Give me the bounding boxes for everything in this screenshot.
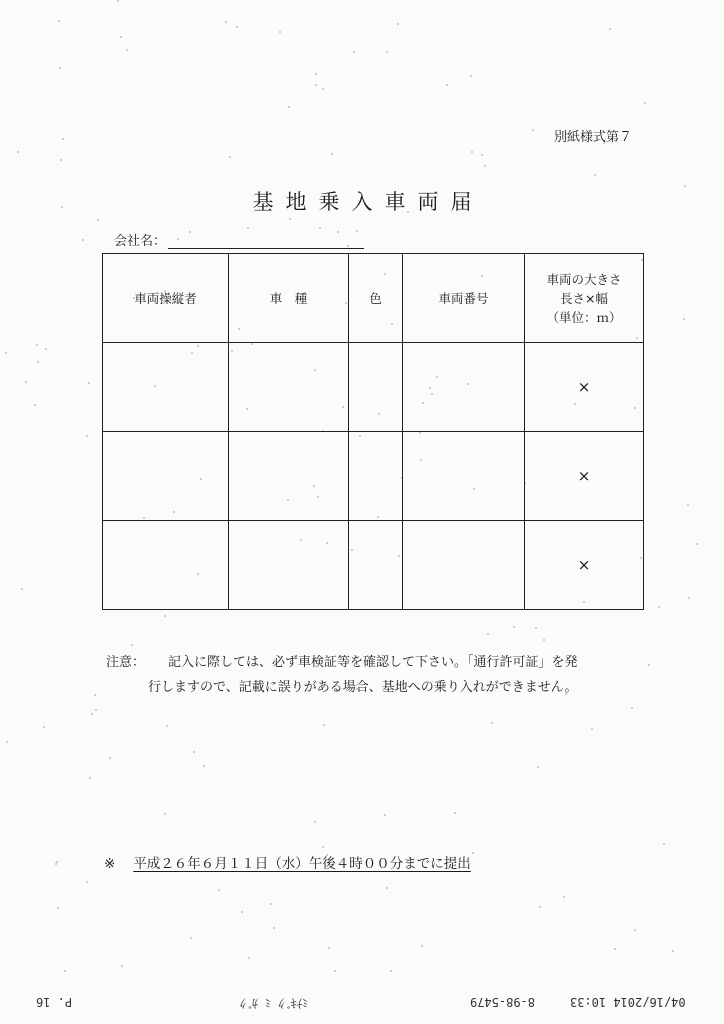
scan-speck [117,0,119,2]
scan-speck [59,67,61,69]
cell-color[interactable] [349,343,403,432]
cell-vehicle-number[interactable] [403,521,525,610]
scan-speck [6,741,8,743]
fax-page: P. 16 [36,995,73,1009]
scan-speck [537,766,539,768]
scan-speck [328,947,330,949]
size-separator: × [577,378,591,396]
scan-speck [421,945,423,947]
scan-speck [94,694,96,696]
scan-speck [62,138,64,140]
submission-deadline [104,852,471,872]
scan-speck [322,846,324,848]
scan-speck [288,106,290,108]
scan-speck [491,722,493,724]
scan-speck [386,887,388,889]
scan-speck [634,929,636,931]
notice [106,650,646,700]
notice-label: 注意： [106,655,146,670]
deadline-text: 平成２６年６月１１日（水）午後４時００分までに提出 [133,856,471,872]
scan-speck [21,588,23,590]
scan-speck [5,352,7,354]
scan-speck [58,20,60,22]
company-label: 会社名： [114,234,167,249]
scan-speck [229,156,231,158]
scan-speck [164,615,166,617]
scan-speck [384,814,386,816]
scan-speck [279,31,281,33]
scan-speck [88,382,90,384]
cell-vehicle-type[interactable] [229,521,349,610]
scan-speck [532,129,534,131]
table-header-row [103,254,644,343]
header-vehicle-number: 車両番号 [403,254,525,343]
fax-header-inverted [0,995,724,1015]
scan-speck [609,28,611,30]
scan-speck [109,757,111,759]
scan-speck [43,726,45,728]
scan-speck [273,927,275,929]
size-header-line-3: （単位：ｍ） [546,309,622,325]
form-number: 別紙様式第７ [553,130,632,145]
cell-color[interactable] [349,432,403,521]
scan-speck [658,606,660,608]
scan-speck [390,970,392,972]
scan-speck [241,911,243,913]
scan-speck [644,102,646,104]
scan-speck [331,153,333,155]
scan-speck [315,84,317,86]
cell-vehicle-size[interactable] [525,521,644,610]
scan-speck [131,644,133,646]
scan-speck [484,165,486,167]
cell-vehicle-type[interactable] [229,432,349,521]
scan-speck [319,227,321,229]
scan-speck [481,154,483,156]
scan-speck [247,227,249,229]
cell-driver[interactable] [103,432,229,521]
company-field [114,230,364,249]
scan-speck [126,49,128,51]
scan-speck [164,813,166,815]
reference-mark: ※ [104,856,116,872]
scan-speck [672,950,674,952]
scan-speck [120,36,122,38]
scan-speck [543,639,545,641]
scan-speck [121,965,123,967]
notice-line-1: 記入に際しては、必ず車検証等を確認して下さい。「通行許可証」を発 [168,655,578,670]
scan-speck [696,543,698,545]
scan-speck [236,26,238,28]
scan-speck [688,597,690,599]
scan-speck [97,219,99,221]
size-separator: × [577,467,591,485]
scan-speck [594,174,596,176]
scan-speck [397,23,399,25]
scan-speck [203,765,205,767]
scan-speck [225,21,227,23]
company-name-input-line[interactable] [168,234,364,249]
cell-vehicle-number[interactable] [403,432,525,521]
scan-speck [64,970,66,972]
header-vehicle-size [525,254,644,343]
scan-speck [513,626,515,628]
cell-vehicle-size[interactable] [525,343,644,432]
size-header-line-2: 長さ×幅 [560,290,608,306]
scan-speck [17,151,19,153]
fax-datetime: 04/16/2014 10:33 [570,995,686,1009]
scan-speck [82,239,84,241]
scan-speck [334,970,336,972]
scan-speck [314,821,316,823]
cell-vehicle-type[interactable] [229,343,349,432]
scan-speck [37,361,39,363]
scan-speck [86,435,88,437]
table-row [103,432,644,521]
scan-speck [323,724,325,726]
scan-speck [218,889,220,891]
document-title: 基地乗入車両届 [252,190,484,214]
scan-speck [535,627,537,629]
cell-vehicle-number[interactable] [403,343,525,432]
scan-speck [648,664,650,666]
scan-speck [36,344,38,346]
scan-speck [472,852,474,854]
scan-speck [470,75,472,77]
scan-speck [86,881,88,883]
cell-driver[interactable] [103,521,229,610]
scan-speck [563,896,565,898]
scan-speck [539,906,541,908]
header-vehicle-type: 車 種 [229,254,349,343]
scan-speck [60,159,62,161]
scan-speck [386,51,388,53]
scan-speck [166,725,168,727]
scan-speck [446,84,448,86]
fax-sender: ﾐﾅｷﾞｸ ﾐ ｶﾞｸ [240,996,309,1010]
scan-speck [57,907,59,909]
scan-speck [45,348,47,350]
scan-speck [471,151,473,153]
scan-speck [614,948,616,950]
scan-speck [270,903,272,905]
scan-speck [687,504,689,506]
cell-vehicle-size[interactable] [525,432,644,521]
header-driver: 車両操縦者 [103,254,229,343]
cell-color[interactable] [349,521,403,610]
scan-speck [55,863,57,865]
scan-speck [289,218,291,220]
size-separator: × [577,556,591,574]
scan-speck [95,709,97,711]
notice-line-2: 行しますので、記載に誤りがある場合、基地への乗り入れができません。 [148,680,578,695]
scan-speck [663,843,665,845]
scan-speck [353,51,355,53]
scan-speck [89,777,91,779]
fax-number: 8-98-5479 [470,995,536,1009]
table-row [103,521,644,610]
scan-speck [487,633,489,635]
vehicle-table [102,253,644,610]
scan-speck [248,957,250,959]
cell-driver[interactable] [103,343,229,432]
size-header-line-1: 車両の大きさ [546,271,622,287]
scan-speck [190,937,192,939]
scan-speck [591,728,593,730]
scan-speck [322,88,324,90]
scan-speck [683,318,685,320]
scan-speck [25,381,27,383]
header-color: 色 [349,254,403,343]
scan-speck [91,713,93,715]
scan-speck [454,812,456,814]
table-row [103,343,644,432]
scan-speck [631,707,633,709]
scan-speck [193,751,195,753]
scan-speck [315,73,317,75]
scan-speck [34,404,36,406]
